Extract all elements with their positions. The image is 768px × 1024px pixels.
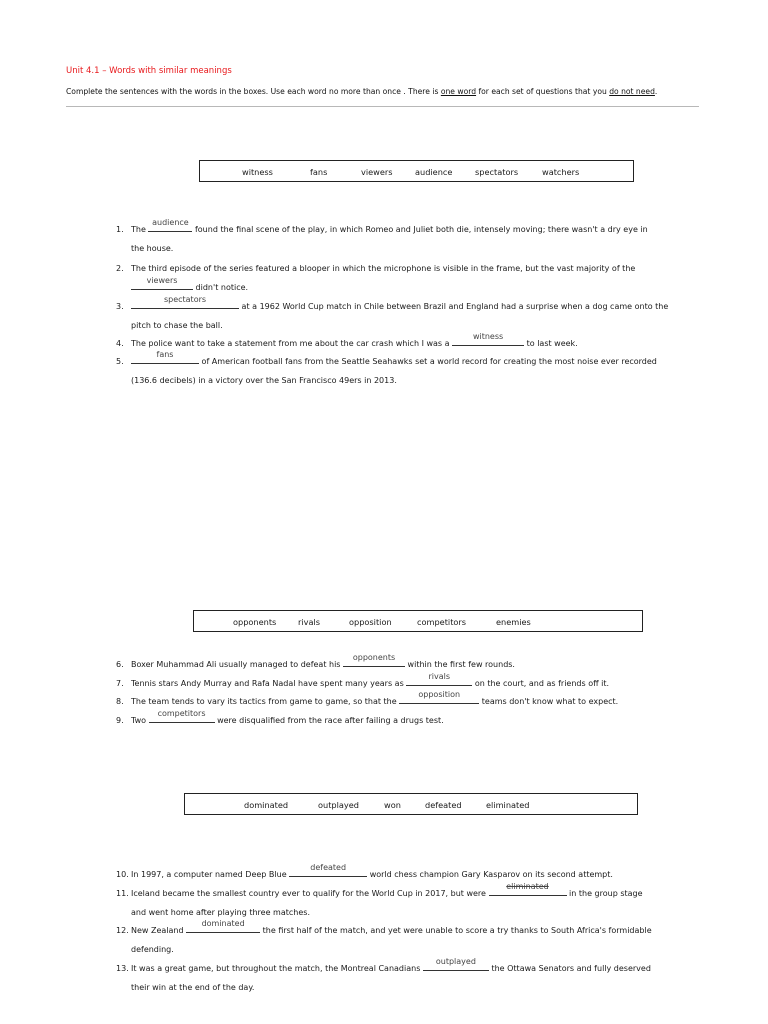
question-text-part: were disqualified from the race after failing a drugs test. <box>214 716 444 725</box>
answer-text: viewers <box>146 276 178 285</box>
answer-blank <box>289 865 367 884</box>
answer-text: rivals <box>428 672 451 681</box>
question-text-part: defending. <box>131 945 174 954</box>
question-text <box>131 711 444 730</box>
question-number: 10. <box>116 870 129 879</box>
answer-text: opponents <box>352 653 396 662</box>
question-number: 13. <box>116 964 129 973</box>
word-box-word: won <box>384 800 401 810</box>
answer-text: outplayed <box>435 957 476 966</box>
question-text-part: the house. <box>131 244 174 253</box>
word-box-word: witness <box>242 167 273 177</box>
word-box-1 <box>199 160 634 182</box>
answer-text: audience <box>152 218 189 227</box>
answer-blank <box>489 884 567 903</box>
word-box-word: defeated <box>425 800 462 810</box>
question-text <box>131 220 648 258</box>
question-number: 2. <box>116 264 124 273</box>
question-text-part: Boxer Muhammad Ali usually managed to defeat his <box>131 660 344 669</box>
question-text-part: at a 1962 World Cup match in Chile between Brazil and England had a surprise when a dog came onto the <box>239 302 669 311</box>
answer-text: eliminated <box>506 882 549 891</box>
question-text-part: It was a great game, but throughout the match, the Montreal Canadians <box>131 964 423 973</box>
word-box-word: spectators <box>475 167 519 177</box>
answer-blank <box>131 297 239 316</box>
word-box-3 <box>184 793 638 815</box>
question-text-part: in the group stage <box>566 889 643 898</box>
answer-blank <box>131 352 199 371</box>
question-number: 9. <box>116 716 124 725</box>
question-text <box>131 297 668 335</box>
question-text-part: New Zealand <box>131 926 187 935</box>
word-box-word: outplayed <box>318 800 359 810</box>
question-text-part: found the final scene of the play, in which Romeo and Juliet both die, intensely moving; there wasn't a dry eye in <box>192 225 648 234</box>
question-text-part: Iceland became the smallest country ever to qualify for the World Cup in 2017, but were <box>131 889 489 898</box>
question-text-part: Tennis stars Andy Murray and Rafa Nadal have spent many years as <box>131 679 407 688</box>
question-text <box>131 352 657 390</box>
instructions-part2: for each set of questions that you <box>476 87 610 96</box>
word-box-word: rivals <box>298 617 321 627</box>
worksheet-title: Unit 4.1 – Words with similar meanings <box>66 66 232 76</box>
answer-blank <box>452 334 524 353</box>
question-number: 5. <box>116 357 124 366</box>
instructions-part3: . <box>654 87 658 96</box>
question-text-part: The third episode of the series featured a blooper in which the microphone is visible in the frame, but the vast majority of the <box>131 264 636 273</box>
question-text-part: The police want to take a statement from me about the car crash which I was a <box>131 339 453 348</box>
word-box-word: dominated <box>244 800 289 810</box>
word-box-word: competitors <box>417 617 467 627</box>
question-text <box>131 674 609 693</box>
instructions <box>66 87 657 96</box>
instructions-underlined-1: one word <box>440 87 477 96</box>
question-text-part: didn't notice. <box>193 283 249 292</box>
word-box-word: opposition <box>349 617 392 627</box>
word-box-word: audience <box>415 167 453 177</box>
question-text-part: (136.6 decibels) in a victory over the San Francisco 49ers in 2013. <box>131 376 397 385</box>
answer-blank <box>399 692 479 711</box>
word-box-word: fans <box>310 167 328 177</box>
question-text-part: to last week. <box>524 339 578 348</box>
word-box-word: watchers <box>542 167 580 177</box>
word-box-word: viewers <box>361 167 393 177</box>
question-text-part: world chess champion Gary Kasparov on its second attempt. <box>367 870 613 879</box>
question-text-part: of American football fans from the Seattle Seahawks set a world record for creating the most noise ever recorded <box>199 357 657 366</box>
answer-text: competitors <box>157 709 206 718</box>
question-text-part: within the first few rounds. <box>405 660 515 669</box>
question-text-part: teams don't know what to expect. <box>479 697 619 706</box>
question-text-part: their win at the end of the day. <box>131 983 255 992</box>
answer-text: witness <box>472 332 504 341</box>
question-number: 6. <box>116 660 124 669</box>
question-number: 3. <box>116 302 124 311</box>
answer-blank <box>149 711 215 730</box>
instructions-part1: Complete the sentences with the words in the boxes. Use each word no more than once . There is <box>66 87 441 96</box>
answer-text: opposition <box>418 690 461 699</box>
word-box-word: opponents <box>233 617 277 627</box>
question-text-part: The team tends to vary its tactics from game to game, so that the <box>131 697 400 706</box>
answer-blank <box>423 959 489 978</box>
answer-text: defeated <box>310 863 347 872</box>
word-box-word: enemies <box>496 617 531 627</box>
answer-text: dominated <box>201 919 245 928</box>
answer-text: fans <box>156 350 174 359</box>
question-number: 1. <box>116 225 124 234</box>
word-box-2 <box>193 610 643 632</box>
question-text-part: on the court, and as friends off it. <box>472 679 610 688</box>
answer-blank <box>186 921 260 940</box>
instructions-underlined-2: do not need <box>609 87 655 96</box>
question-text <box>131 921 652 959</box>
question-number: 7. <box>116 679 124 688</box>
question-number: 4. <box>116 339 124 348</box>
answer-blank <box>343 655 405 674</box>
question-number: 8. <box>116 697 124 706</box>
question-text-part: the Ottawa Senators and fully deserved <box>488 964 651 973</box>
question-text-part: the first half of the match, and yet were unable to score a try thanks to South Africa's formidable <box>260 926 652 935</box>
question-text-part: Two <box>131 716 149 725</box>
question-text-part: and went home after playing three matches. <box>131 908 310 917</box>
question-number: 11. <box>116 889 129 898</box>
question-number: 12. <box>116 926 129 935</box>
question-text-part: The <box>131 225 149 234</box>
word-box-word: eliminated <box>486 800 530 810</box>
question-text-part: pitch to chase the ball. <box>131 321 223 330</box>
question-text <box>131 959 651 997</box>
question-text-part: In 1997, a computer named Deep Blue <box>131 870 290 879</box>
divider-line <box>66 106 699 107</box>
answer-blank <box>148 220 192 239</box>
answer-text: spectators <box>163 295 207 304</box>
